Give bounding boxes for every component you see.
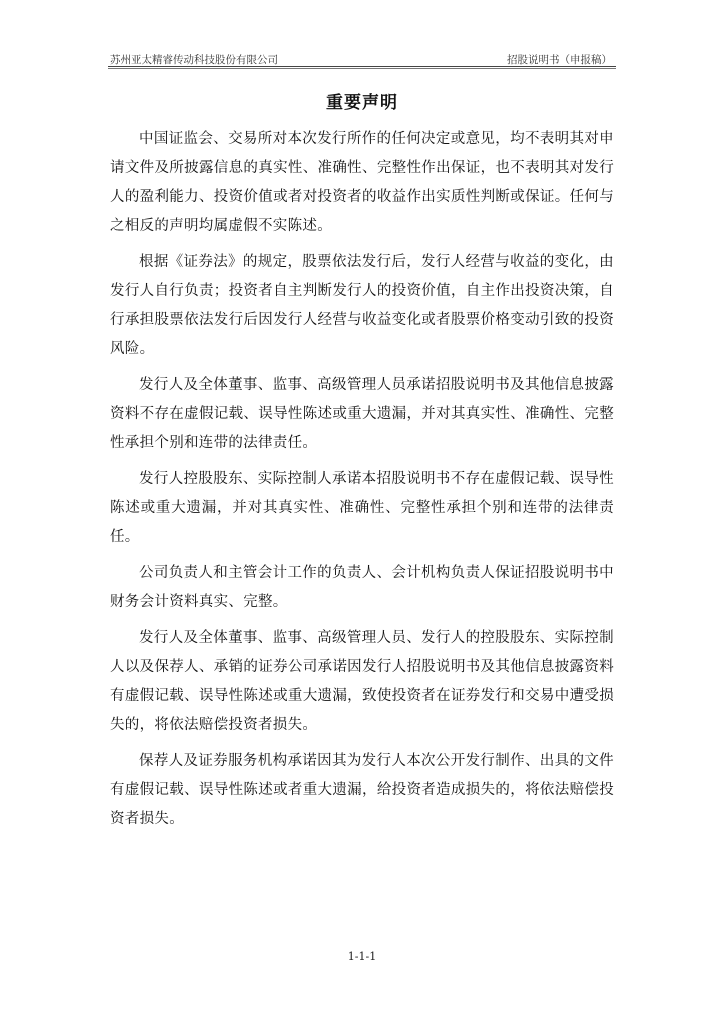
page-title: 重要声明 — [326, 93, 398, 113]
paragraph-controlling-shareholder: 发行人控股股东、实际控制人承诺本招股说明书不存在虚假记载、误导性陈述或重大遗漏，并对其真实性、准确性、完整性承担个别和连带的法律责任。 — [110, 471, 614, 545]
page-number: 1-1-1 — [347, 950, 377, 963]
paragraph-accounting-head: 公司负责人和主管会计工作的负责人、会计机构负责人保证招股说明书中财务会计资料真实、完整。 — [110, 565, 614, 610]
paragraph-compensation-commitment: 发行人及全体董事、监事、高级管理人员、发行人的控股股东、实际控制人以及保荐人、承销的证券公司承诺因发行人招股说明书及其他信息披露资料有虚假记载、误导性陈述或重大遗漏，致使投资者在证券发行和交易中遭受损失的，将依法赔偿投资者损失。 — [110, 630, 614, 733]
paragraph-securities-law: 根据《证券法》的规定，股票依法发行后，发行人经营与收益的变化，由发行人自行负责；投资者自主判断发行人的投资价值，自主作出投资决策，自行承担股票依法发行后因发行人经营与收益变化或者股票价格变动引致的投资风险。 — [110, 254, 614, 357]
page-header — [108, 50, 616, 66]
paragraph-board-commitment: 发行人及全体董事、监事、高级管理人员承诺招股说明书及其他信息披露资料不存在虚假记载、误导性陈述或重大遗漏，并对其真实性、准确性、完整性承担个别和连带的法律责任。 — [110, 377, 614, 451]
paragraph-csrc-disclaimer: 中国证监会、交易所对本次发行所作的任何决定或意见，均不表明其对申请文件及所披露信息的真实性、准确性、完整性作出保证，也不表明其对发行人的盈利能力、投资价值或者对投资者的收益作出实质性判断或保证。任何与之相反的声明均属虚假不实陈述。 — [110, 131, 614, 234]
header-company-name: 苏州亚太精睿传动科技股份有限公司 — [110, 54, 278, 66]
header-rule-thin — [108, 68, 616, 69]
paragraph-sponsor-commitment: 保荐人及证券服务机构承诺因其为发行人本次公开发行制作、出具的文件有虚假记载、误导性陈述或者重大遗漏，给投资者造成损失的，将依法赔偿投资者损失。 — [110, 753, 614, 827]
header-document-type: 招股说明书（申报稿） — [507, 54, 612, 66]
declaration-body — [110, 125, 614, 841]
header-rule — [108, 66, 616, 67]
